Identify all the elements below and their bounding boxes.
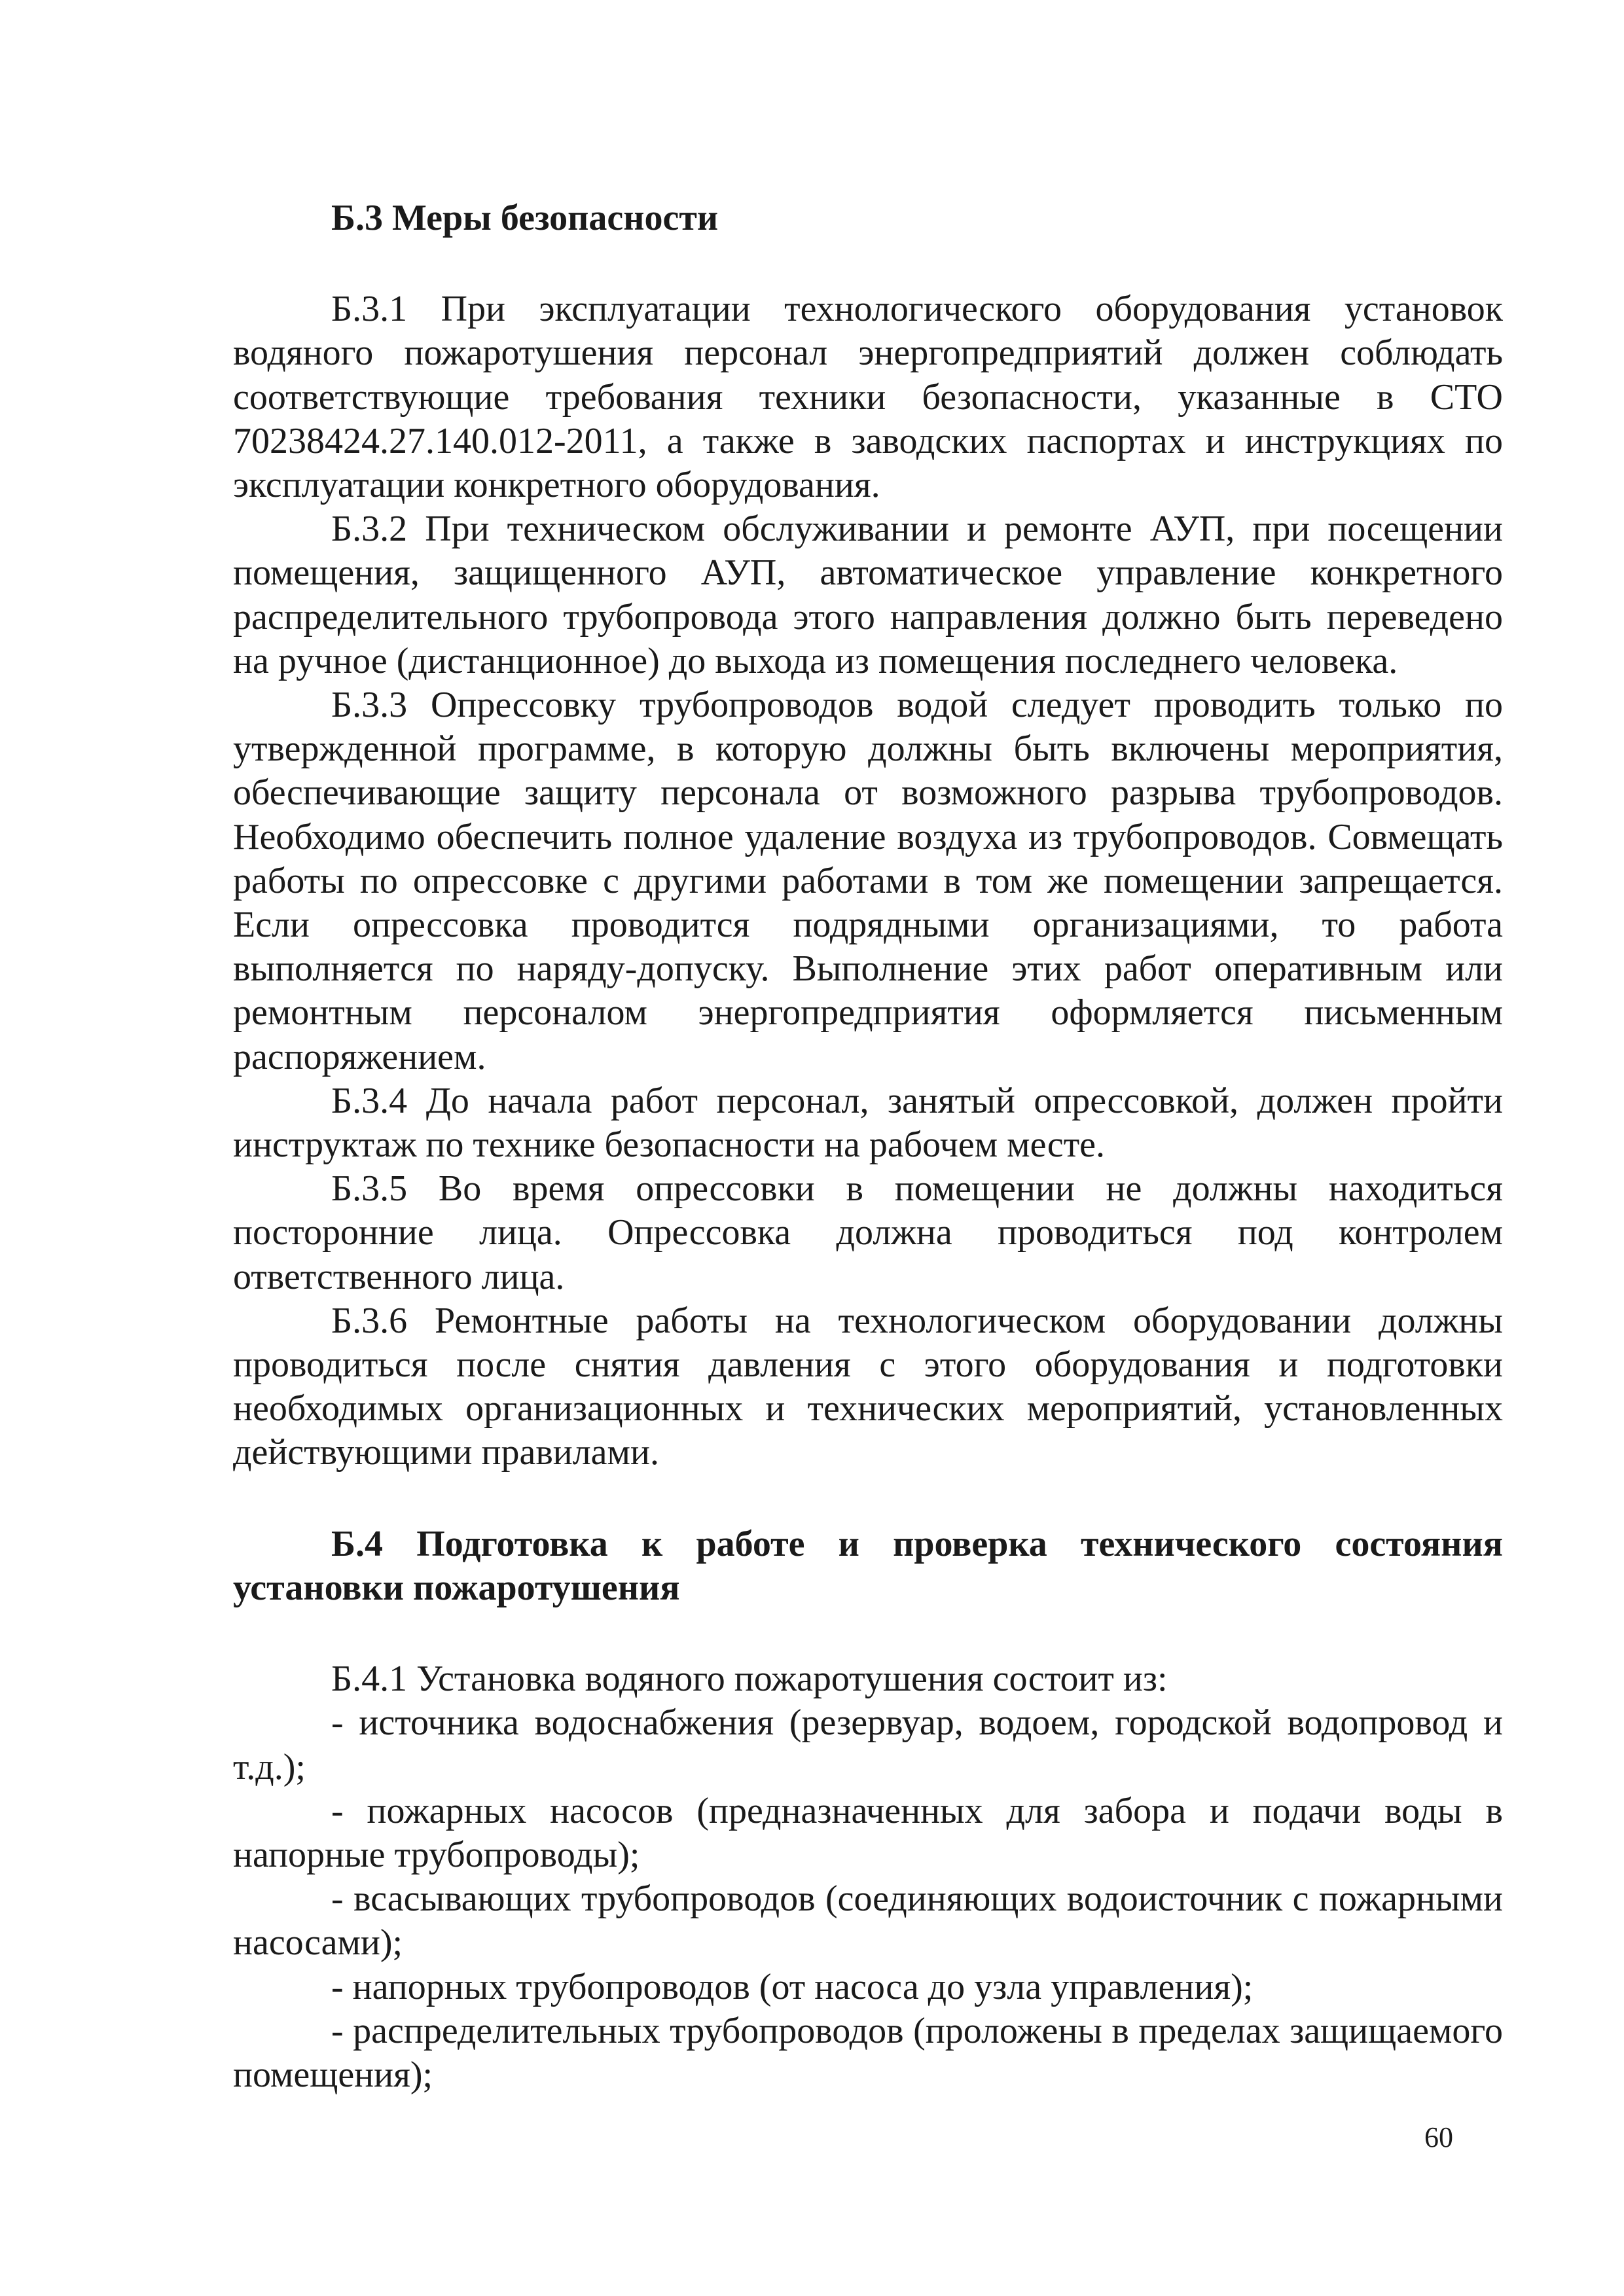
list-item-distribution-pipes: - распределительных трубопроводов (проложены в пределах защищаемого помещения);: [233, 2010, 1503, 2095]
paragraph-b3-5: Б.3.5 Во время опрессовки в помещении не должны находиться посторонние лица. Опрессовка должна проводиться под контролем ответственного лица.: [233, 1168, 1503, 1297]
paragraph-b3-1: Б.3.1 При эксплуатации технологического оборудования установок водяного пожаротушения персонал энергопредприятий должен соблюдать соответствующие требования техники безопасности, указанные в СТО 70238424.27.140.012-2011, а также в заводских паспортах и инструкциях по эксплуатации конкретного оборудования.: [233, 289, 1503, 506]
spacer: [233, 1475, 1503, 1522]
list-item-water-source: - источника водоснабжения (резервуар, водоем, городской водопровод и т.д.);: [233, 1702, 1503, 1787]
list-item-suction-pipes: - всасывающих трубопроводов (соединяющих водоисточник с пожарными насосами);: [233, 1878, 1503, 1964]
spacer: [233, 1610, 1503, 1657]
section-heading-b3: Б.3 Меры безопасности: [331, 198, 719, 238]
paragraph-b4-1: Б.4.1 Установка водяного пожаротушения состоит из:: [331, 1659, 1168, 1700]
list-item-pressure-pipes: - напорных трубопроводов (от насоса до узла управления);: [331, 1966, 1254, 2007]
page-content: [233, 196, 1503, 2097]
paragraph-b3-2: Б.3.2 При техническом обслуживании и ремонте АУП, при посещении помещения, защищенного АУП, автоматическое управление конкретного распределительного трубопровода этого направления должно быть переведено на ручное (дистанционное) до выхода из помещения последнего человека.: [233, 509, 1503, 681]
paragraph-b3-3: Б.3.3 Опрессовку трубопроводов водой следует проводить только по утвержденной программе, в которую должны быть включены мероприятия, обеспечивающие защиту персонала от возможного разрыва трубопроводов. Необходимо обеспечить полное удаление воздуха из трубопроводов. Совмещать работы по опрессовке с другими работами в том же помещении запрещается. Если опрессовка проводится подрядными организациями, то работа выполняется по наряду-допуску. Выполнение этих работ оперативным или ремонтным персоналом энергопредприятия оформляется письменным распоряжением.: [233, 685, 1503, 1077]
list-item-fire-pumps: - пожарных насосов (предназначенных для забора и подачи воды в напорные трубопроводы);: [233, 1790, 1503, 1875]
paragraph-b3-4: Б.3.4 До начала работ персонал, занятый опрессовкой, должен пройти инструктаж по технике безопасности на рабочем месте.: [233, 1080, 1503, 1166]
section-heading-b4: Б.4 Подготовка к работе и проверка технического состояния установки пожаротушения: [233, 1523, 1503, 1608]
paragraph-b3-6: Б.3.6 Ремонтные работы на технологическом оборудовании должны проводиться после снятия давления с этого оборудования и подготовки необходимых организационных и технических мероприятий, установленных действующими правилами.: [233, 1300, 1503, 1473]
spacer: [233, 240, 1503, 287]
page-number: 60: [1424, 2121, 1453, 2153]
